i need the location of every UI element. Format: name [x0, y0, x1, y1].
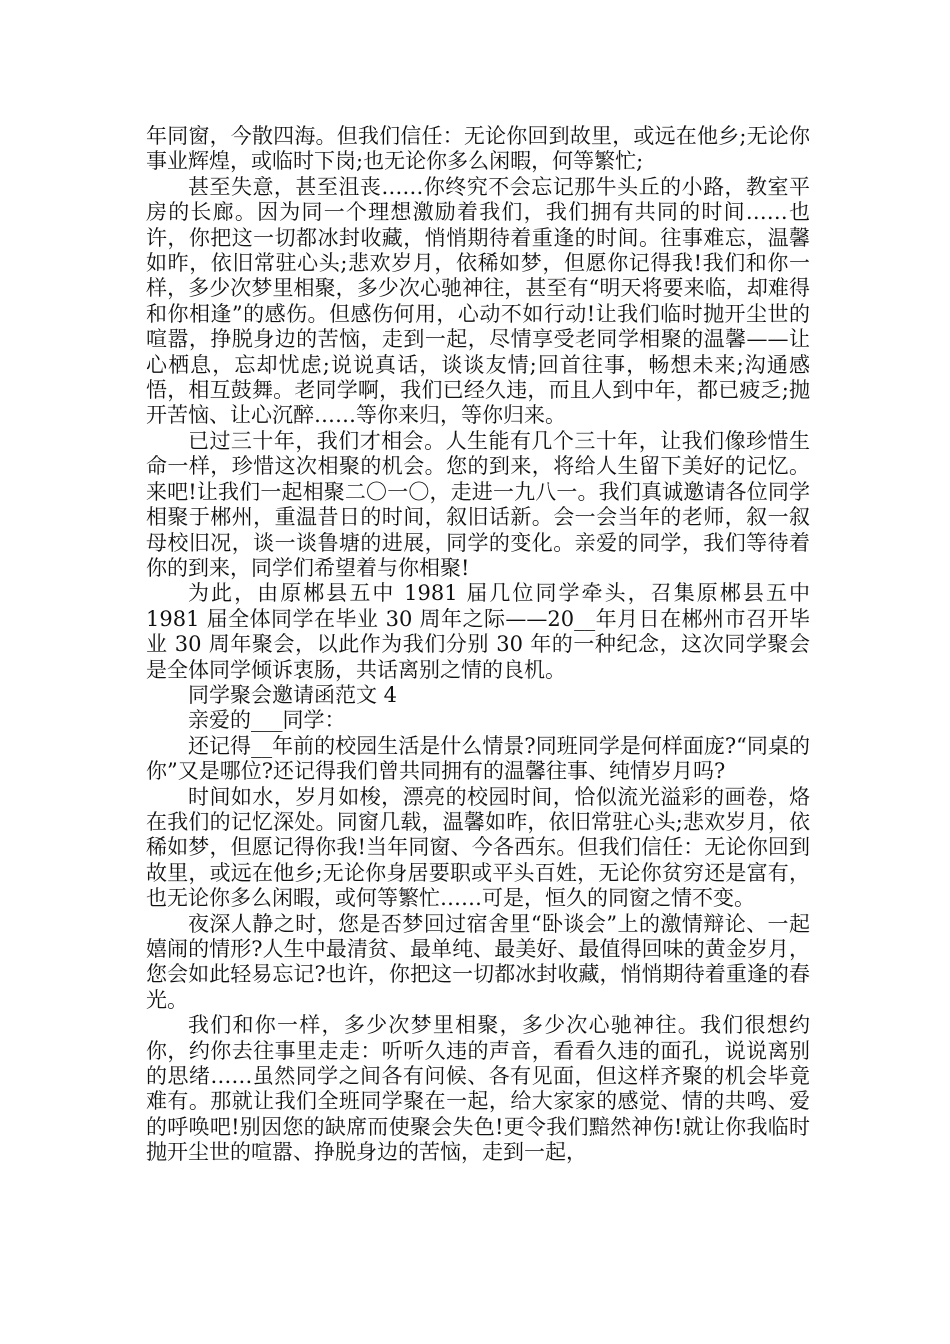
paragraph: 甚至失意，甚至沮丧……你终究不会忘记那牛头丘的小路，教室平房的长廊。因为同一个理想激励着我们，我们拥有共同的时间……也许，你把这一切都冰封收藏，悄悄期待着重逢的时间。往事难忘，温馨如昨，依旧常驻心头;悲欢岁月，依稀如梦，但愿你记得我!我们和你一样，多少次梦里相聚，多少次心驰神往，甚至有“明天将要来临，却难得和你相逢”的感伤。但感伤何用，心动不如行动!让我们临时抛开尘世的喧嚣，挣脱身边的苦恼，走到一起，尽情享受老同学相聚的温馨——让心栖息，忘却忧虑;说说真话，谈谈友情;回首往事，畅想未来;沟通感悟，相互鼓舞。老同学啊，我们已经久违，而且人到中年，都已疲乏;抛开苦恼、让心沉醉……等你来归，等你归来。 [146, 174, 810, 428]
paragraph: 夜深人静之时，您是否梦回过宿舍里“卧谈会”上的激情辩论、一起嬉闹的情形?人生中最清贫、最单纯、最美好、最值得回味的黄金岁月，您会如此轻易忘记?也许，你把这一切都冰封收藏，悄悄期待着重逢的春光。 [146, 911, 810, 1012]
salutation: 亲爱的___同学： [188, 708, 346, 733]
paragraph: 为此，由原郴县五中 1981 届几位同学牵头，召集原郴县五中 1981 届全体同学在毕业 30 周年之际——20__年月日在郴州市召开毕业 30 周年聚会，以此作为我们分别 30 年的一种纪念，这次同学聚会是全体同学倾诉衷肠，共话离别之情的良机。 [146, 581, 810, 682]
paragraph: 时间如水，岁月如梭，漂亮的校园时间，恰似流光溢彩的画卷，烙在我们的记忆深处。同窗几载，温馨如昨，依旧常驻心头;悲欢岁月，依稀如梦，但愿记得你我!当年同窗、今各西东。但我们信任：无论你回到故里，或远在他乡;无论你身居要职或平头百姓，无论你贫穷还是富有，也无论你多么闲暇，或何等繁忙……可是，恒久的同窗之情不变。 [146, 784, 810, 911]
paragraph: 还记得__年前的校园生活是什么情景?同班同学是何样面庞?“同桌的你”又是哪位?还记得我们曾共同拥有的温馨往事、纯情岁月吗? [146, 733, 810, 784]
document-page [146, 124, 810, 1166]
section-heading: 同学聚会邀请函范文 4 [188, 682, 398, 707]
paragraph: 年同窗，今散四海。但我们信任：无论你回到故里，或远在他乡;无论你事业辉煌，或临时下岗;也无论你多么闲暇，何等繁忙; [146, 124, 810, 174]
paragraph: 我们和你一样，多少次梦里相聚，多少次心驰神往。我们很想约你，约你去往事里走走：听听久违的声音，看看久违的面孔，说说离别的思绪……虽然同学之间各有问候、各有见面，但这样齐聚的机会毕竟难有。那就让我们全班同学聚在一起，给大家家的感觉、情的共鸣、爱的呼唤吧!别因您的缺席而使聚会失色!更令我们黯然神伤!就让你我临时抛开尘世的喧嚣、挣脱身边的苦恼，走到一起， [146, 1013, 810, 1165]
paragraph: 已过三十年，我们才相会。人生能有几个三十年，让我们像珍惜生命一样，珍惜这次相聚的机会。您的到来，将给人生留下美好的记忆。来吧!让我们一起相聚二〇一〇，走进一九八一。我们真诚邀请各位同学相聚于郴州，重温昔日的时间，叙旧话新。会一会当年的老师，叙一叙母校旧况，谈一谈鲁塘的进展，同学的变化。亲爱的同学，我们等待着你的到来，同学们希望着与你相聚! [146, 428, 810, 580]
